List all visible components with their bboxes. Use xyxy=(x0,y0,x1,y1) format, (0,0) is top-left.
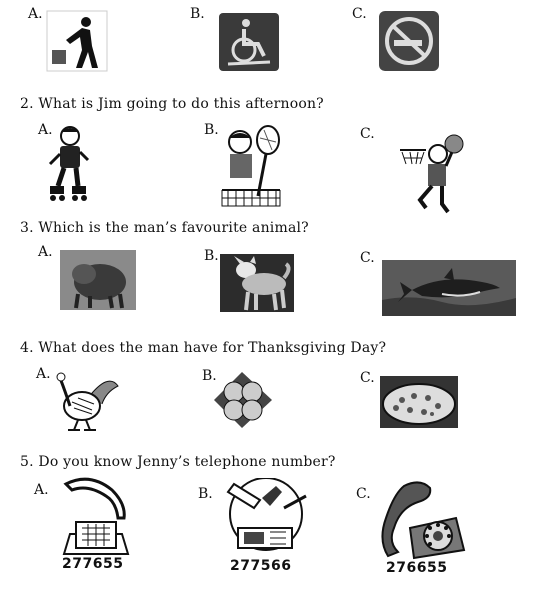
boy-basketball-icon xyxy=(398,128,470,214)
option-label-c: C. xyxy=(356,486,371,502)
pizza-icon xyxy=(380,376,458,428)
option-label-b: B. xyxy=(190,6,205,22)
option-label-c: C. xyxy=(352,6,367,22)
question-2: 2. What is Jim going to do this afternoon? xyxy=(20,96,324,112)
question-5: 5. Do you know Jenny’s telephone number? xyxy=(20,454,336,470)
option-label-b: B. xyxy=(204,248,219,264)
no-smoking-icon xyxy=(378,10,440,72)
phone-number-b: 277566 xyxy=(230,558,292,574)
question-3: 3. Which is the man’s favourite animal? xyxy=(20,220,309,236)
option-label-a: A. xyxy=(34,482,49,498)
option-label-b: B. xyxy=(204,122,219,138)
option-label-a: A. xyxy=(38,244,53,260)
shaggy-dog-photo xyxy=(60,250,136,310)
option-label-a: A. xyxy=(38,122,53,138)
telephone-icon xyxy=(60,474,132,556)
office-telephone-icon xyxy=(214,478,314,556)
phone-number-c: 276655 xyxy=(386,560,448,576)
turkey-icon xyxy=(52,368,120,434)
option-label-b: B. xyxy=(202,368,217,384)
option-label-b: B. xyxy=(198,486,213,502)
boy-skating-icon xyxy=(44,124,94,210)
dog-photo xyxy=(220,254,294,312)
option-label-a: A. xyxy=(36,366,51,382)
option-label-c: C. xyxy=(360,250,375,266)
person-lifting-box-icon xyxy=(46,10,108,72)
option-label-a: A. xyxy=(28,6,43,22)
boy-tennis-icon xyxy=(218,124,284,210)
option-label-c: C. xyxy=(360,370,375,386)
phone-number-a: 277655 xyxy=(62,556,124,572)
mooncakes-icon xyxy=(212,370,274,430)
rotary-telephone-icon xyxy=(380,478,466,560)
dolphin-photo xyxy=(382,260,516,316)
question-4: 4. What does the man have for Thanksgiving Day? xyxy=(20,340,387,356)
option-label-c: C. xyxy=(360,126,375,142)
wheelchair-accessible-icon xyxy=(218,12,280,72)
